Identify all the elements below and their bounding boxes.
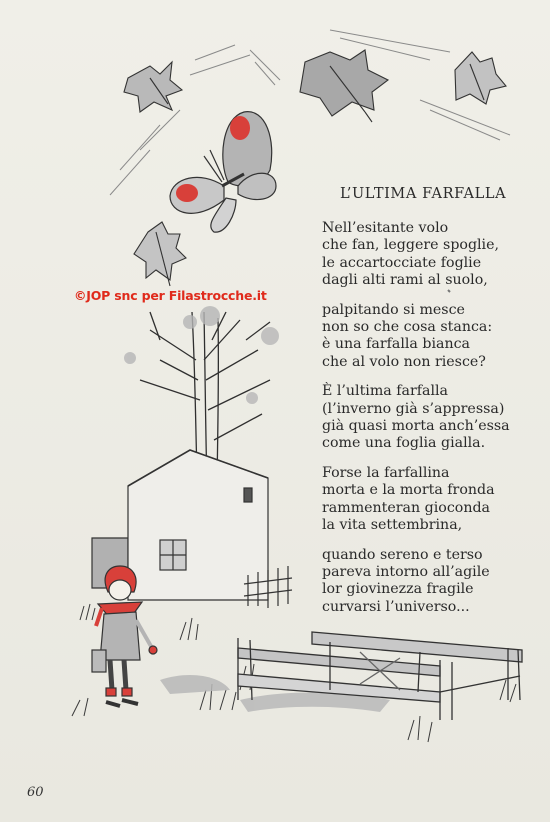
tree-foliage <box>124 306 279 404</box>
poem-line: pareva intorno all’agile <box>322 563 490 580</box>
poem-line: le accartocciate foglie <box>322 254 482 271</box>
poem <box>322 186 544 628</box>
page-number: 60 <box>27 785 44 800</box>
wind-streaks <box>110 30 510 195</box>
stanza <box>322 220 544 290</box>
stanza <box>322 302 544 372</box>
poem-line: Nell’esitante volo <box>322 220 449 236</box>
poem-line: quando sereno e terso <box>322 546 483 563</box>
poem-line: già quasi morta anch’essa <box>322 418 510 435</box>
poem-line: È l’ultima farfalla <box>322 383 448 400</box>
poem-line: (l’inverno già s’appressa) <box>322 400 505 417</box>
copyright-watermark: ©JOP snc per Filastrocche.it <box>74 288 267 303</box>
poem-line: che fan, leggere spoglie, <box>322 237 500 254</box>
poem-line: rammenteran gioconda <box>322 499 490 516</box>
poem-line: non so che cosa stanca: <box>322 319 493 336</box>
poem-line: dagli alti rami al suolo, <box>322 272 488 289</box>
poem-line: è una farfalla bianca <box>322 336 471 353</box>
stanza <box>322 465 544 535</box>
poem-line: la vita settembrina, <box>322 517 463 534</box>
butterfly <box>170 112 276 232</box>
poem-line: che al volo non riesce? <box>322 353 486 370</box>
poem-line: come una foglia gialla. <box>322 435 486 452</box>
stanza <box>322 383 544 453</box>
poem-line: Forse la farfallina <box>322 464 450 481</box>
poem-line: palpitando si mesce <box>322 301 465 318</box>
poem-line: lor giovinezza fragile <box>322 581 474 598</box>
poem-line: curvarsi l’universo... <box>322 598 470 615</box>
poem-line: morta e la morta fronda <box>322 482 495 499</box>
poem-title: L’ULTIMA FARFALLA <box>340 186 507 202</box>
stanza <box>322 547 544 617</box>
